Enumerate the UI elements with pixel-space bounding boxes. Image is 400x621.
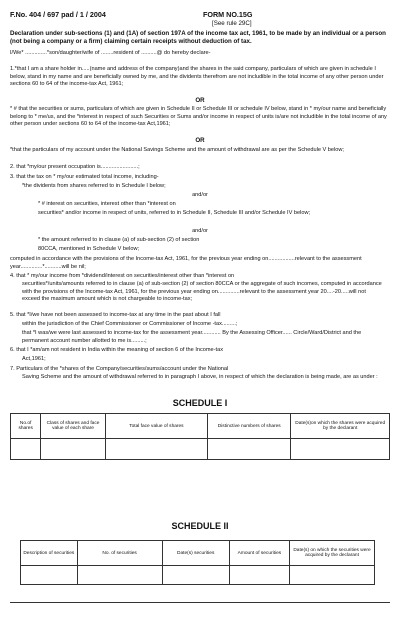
table-header-cell: Total face value of shares xyxy=(105,414,207,439)
page-bottom-rule xyxy=(10,602,390,603)
table-header-cell: Amount of securities xyxy=(229,541,289,566)
paragraph-3c-line1: * the amount referred to in clause (a) of sub-section (2) of section xyxy=(38,237,200,243)
table-header-cell: Description of securities xyxy=(21,541,78,566)
form-header xyxy=(10,10,390,27)
table-cell[interactable] xyxy=(21,566,78,585)
paragraph-3c-line2: 80CCA, mentioned in Schedule V below; xyxy=(38,246,140,252)
paragraph-1: 1.*that I am a share holder in.....(name and address of the company)and the shares in the said company, particulars of which are given in schedule I below, stand in my name and are beneficially owned by me, and the dividents therefrom are not includible in the total income of any other person under sections 60 to 64 of the income-tax Act, 1961; xyxy=(10,66,384,88)
paragraph-7-line1: 7. Particulars of the *shares of the Company/securities/sums/account under the National xyxy=(10,366,229,372)
we-line: I/We* ..............*son/daughter/wife of ........resident of ..........@ do hereby declare- xyxy=(10,50,211,56)
paragraph-or-1: * # that the securities or sums, particulars of which are given in Schedule II or Schedule III or schedule IV below, stand in * my/our name and beneficially belong to * me/us, and the *interest in respect of such Securities or Sums and/or income in respect of units is/are not includible in the total income of any other person under sections 60 to 64 of the income-tax Act,1961; xyxy=(10,106,387,128)
paragraph-3-ending: computed in accordance with the provisions of the Income-tax Act, 1961, for the previous year ending on.................relevant to the assessment year..............*...........will be nil; xyxy=(10,256,362,270)
schedule-2-table xyxy=(20,540,375,585)
file-reference: F.No. 404 / 697 pad / 1 / 2004 xyxy=(10,10,106,19)
declaration-title: Declaration under sub-sections (1) and (1A) of section 197A of the income tax act, 1961, to be made by an individual or a person (not being a company or a firm) claiming certain receipts without deduction of tax. xyxy=(10,30,386,45)
form-number: FORM NO.15G xyxy=(203,10,253,19)
table-cell[interactable] xyxy=(162,566,229,585)
paragraph-4-line1: 4. that * my/our income from *dividend/interest on securities/interest other than *interest on xyxy=(10,273,235,279)
table-header-cell: No. of securities xyxy=(77,541,162,566)
table-header-cell: Distinctive numbers of shares xyxy=(208,414,291,439)
table-cell[interactable] xyxy=(290,566,375,585)
table-cell[interactable] xyxy=(41,439,105,460)
paragraph-5-line3: that *I was/we were last assessed to income-tax for the assessment year............ By the Assessing Officer...... Circle/Ward/District and the permanent account number allotted to me is.........; xyxy=(22,330,362,344)
table-header-cell: Class of shares and face value of each share xyxy=(41,414,105,439)
paragraph-5-line1: 5. that *I/we have not been assessed to income-tax at any time in the past about I fall xyxy=(10,312,221,318)
table-row xyxy=(11,439,390,460)
table-header-cell: No.of shares xyxy=(11,414,41,439)
paragraph-4-body: securities*/units/amounts referred to in clause (a) of sub-section (2) of section 80CCA or the aggregate of such incomes, computed in accordance with the provisions of the Income-tax Act, 1961, for the previous year ending on..............relevant to the assessment year 20....-20.....will not exceed the maximum amount which is not chargeable to income-tax; xyxy=(22,281,382,303)
schedule-1-table xyxy=(10,413,390,460)
schedule-1-title: SCHEDULE I xyxy=(172,398,228,408)
table-header-row xyxy=(21,541,375,566)
paragraph-3b-line1: * # interest on securities, interest other than *interest on xyxy=(38,201,176,207)
table-row xyxy=(21,566,375,585)
paragraph-or-2: *that the particulars of my account under the National Savings Scheme and the amount of withdrawal are as per the Schedule V below; xyxy=(10,147,344,153)
paragraph-6-line2: Act,1961; xyxy=(22,356,46,362)
table-cell[interactable] xyxy=(291,439,390,460)
and-or-1: and/or xyxy=(192,192,208,198)
table-header-cell: Date(s)on which the shares were acquired by the declarant xyxy=(291,414,390,439)
paragraph-3: 3. that the tax on * my/our estimated total income, including- xyxy=(10,174,159,180)
table-cell[interactable] xyxy=(229,566,289,585)
paragraph-5-line2: within the jurisdiction of the Chief Commissioner or Commissioner of Income -tax.........; xyxy=(22,321,238,327)
paragraph-7-body: Saving Scheme and the amount of withdrawal referred to in paragraph I above, in respect of which the declaration is being made, are as under : xyxy=(22,374,378,380)
table-header-cell: Date(s) securities xyxy=(162,541,229,566)
table-header-cell: Date(s) on which the securities were acquired by the declarant xyxy=(290,541,375,566)
rule-reference: [See rule 29C] xyxy=(212,20,252,27)
table-cell[interactable] xyxy=(105,439,207,460)
table-cell[interactable] xyxy=(11,439,41,460)
paragraph-3a: *the dividents from shares referred to in Schedule I below; xyxy=(22,183,166,189)
paragraph-3b-line2: securities* and/or income in respect of units, referred to in Schedule II, Schedule III and/or Schedule IV below; xyxy=(38,210,311,216)
table-cell[interactable] xyxy=(77,566,162,585)
or-separator-1: OR xyxy=(195,97,205,104)
schedule-2-title: SCHEDULE II xyxy=(171,521,229,531)
paragraph-6-line1: 6. that I *am/am not resident in India within the meaning of section 6 of the Income-tax xyxy=(10,347,223,353)
table-cell[interactable] xyxy=(208,439,291,460)
paragraph-2: 2. that *my/our present occupation is........................; xyxy=(10,164,140,170)
or-separator-2: OR xyxy=(195,137,205,144)
and-or-2: and/or xyxy=(192,228,208,234)
table-header-row xyxy=(11,414,390,439)
